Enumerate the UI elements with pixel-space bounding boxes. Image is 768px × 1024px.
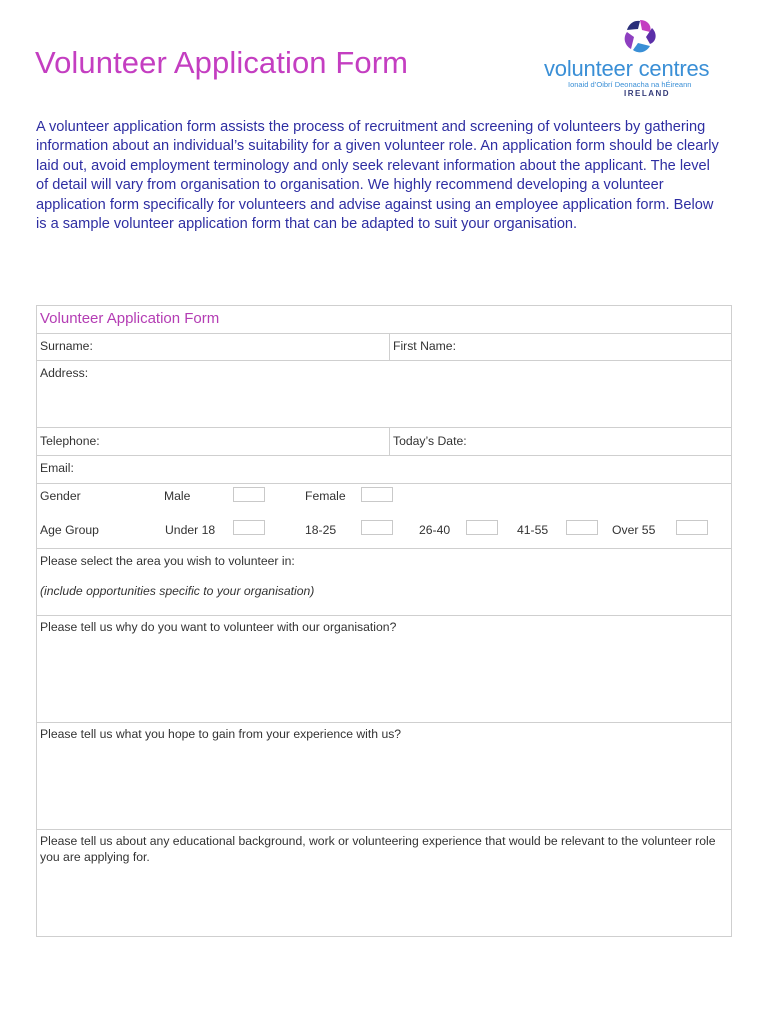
age-option-over-55: Over 55 [612,523,656,537]
telephone-field[interactable]: Telephone: [40,434,100,448]
name-row [37,334,731,361]
volunteer-area-row [37,549,731,616]
column-divider [389,428,390,455]
over-55-checkbox[interactable] [676,520,708,535]
todays-date-field[interactable]: Today’s Date: [393,434,467,448]
why-volunteer-question: Please tell us why do you want to volunteer with our organisation? [40,620,397,634]
41-55-checkbox[interactable] [566,520,598,535]
address-row [37,361,731,428]
hope-to-gain-row[interactable] [37,723,731,830]
swirl-logo-icon [618,16,662,56]
age-option-18-25: 18-25 [305,523,337,537]
18-25-checkbox[interactable] [361,520,393,535]
form-heading: Volunteer Application Form [40,310,220,327]
email-row [37,456,731,484]
telephone-row [37,428,731,456]
age-option-under-18: Under 18 [165,523,216,537]
gender-option-female: Female [305,489,346,503]
background-question: Please tell us about any educational background, work or volunteering experience that would be relevant to the volunteer role you are applying for. [40,834,716,864]
document-title: Volunteer Application Form [35,45,409,80]
hope-to-gain-question: Please tell us what you hope to gain from your experience with us? [40,727,402,741]
why-volunteer-row[interactable] [37,616,731,723]
age-option-41-55: 41-55 [517,523,549,537]
logo-subtitle: Ionaid d’Oibrí Deonacha na hÉireann [568,80,692,89]
surname-field[interactable]: Surname: [40,339,93,353]
logo-wordmark: volunteer centres [544,56,710,81]
email-field[interactable]: Email: [40,461,74,475]
age-group-label: Age Group [40,523,99,537]
demographics-row [37,484,731,549]
volunteer-area-question: Please select the area you wish to volunteer in: [40,554,295,568]
first-name-field[interactable]: First Name: [393,339,456,353]
volunteer-centres-logo [540,16,735,106]
under-18-checkbox[interactable] [233,520,265,535]
background-row[interactable] [37,830,731,936]
gender-label: Gender [40,489,81,503]
26-40-checkbox[interactable] [466,520,498,535]
intro-paragraph: A volunteer application form assists the process of recruitment and screening of volunteers by gathering information about an individual’s suitability for a given volunteer role. An application form should be clearly laid out, avoid employment terminology and only seek relevant information about the applicant. The level of detail will vary from organisation to organisation. We highly recommend developing a volunteer application form specifically for volunteers and advise against using an employee application form. Below is a sample volunteer application form that can be adapted to suit your organisation. [36,119,719,233]
age-option-26-40: 26-40 [419,523,451,537]
form-heading-row [37,306,731,334]
address-field[interactable]: Address: [40,366,89,380]
logo-country: IRELAND [624,89,671,98]
gender-option-male: Male [164,489,191,503]
column-divider [389,334,390,360]
application-form [36,305,732,937]
volunteer-area-note: (include opportunities specific to your organisation) [40,584,315,598]
female-checkbox[interactable] [361,487,393,502]
male-checkbox[interactable] [233,487,265,502]
